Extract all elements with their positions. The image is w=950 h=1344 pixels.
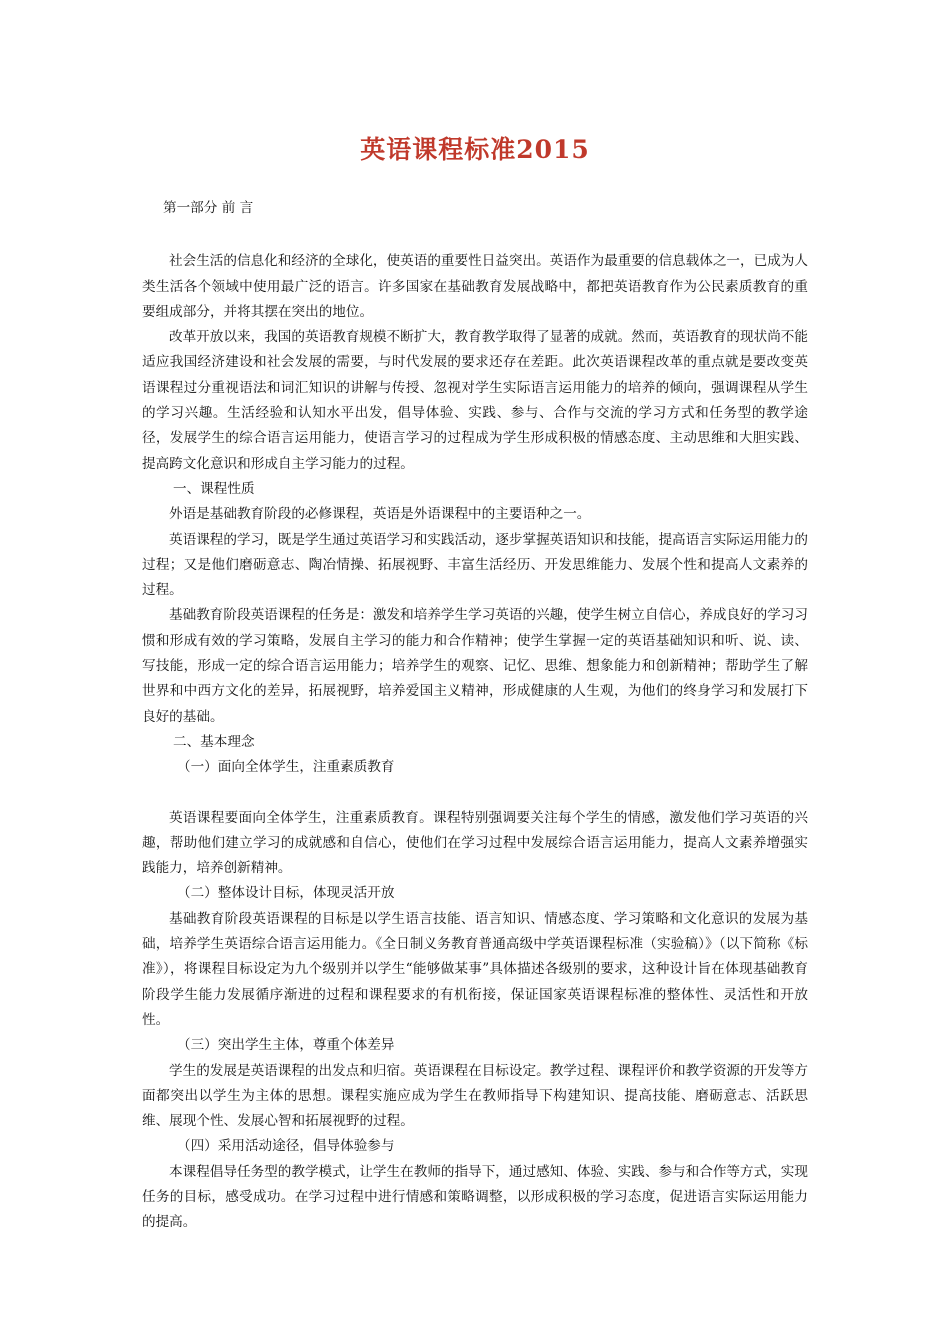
section-heading-course-nature: 一、课程性质 xyxy=(173,480,255,497)
document-title: 英语课程标准2015 xyxy=(360,135,590,164)
subsection-heading-1: （一）面向全体学生，注重素质教育 xyxy=(177,759,395,776)
subsection-heading-2: （二）整体设计目标，体现灵活开放 xyxy=(177,885,395,902)
paragraph-concept-2: 基础教育阶段英语课程的目标是以学生语言技能、语言知识、情感态度、学习策略和文化意识的发展为基础，培养学生英语综合语言运用能力。《全日制义务教育普通高级中学英语课程标准（实验稿）》（以下简称《标准》），将课程目标设定为九个级别并以学生“能够做某事”具体描述各级别的要求，这种设计旨在体现基础教育阶段学生能力发展循序渐进的过程和课程要求的有机衔接，保证国家英语课程标准的整体性、灵活性和开放性。 xyxy=(142,910,808,1028)
subsection-heading-3: （三）突出学生主体，尊重个体差异 xyxy=(177,1037,395,1054)
part-heading: 第一部分 前 言 xyxy=(163,200,254,216)
paragraph-course-nature-1: 外语是基础教育阶段的必修课程，英语是外语课程中的主要语种之一。 xyxy=(169,506,591,523)
paragraph-concept-1: 英语课程要面向全体学生，注重素质教育。课程特别强调要关注每个学生的情感，激发他们学习英语的兴趣，帮助他们建立学习的成就感和自信心，使他们在学习过程中发展综合语言运用能力，提高人文素养增强实践能力，培养创新精神。 xyxy=(142,809,808,877)
paragraph-course-nature-2: 英语课程的学习，既是学生通过英语学习和实践活动，逐步掌握英语知识和技能，提高语言实际运用能力的过程；又是他们磨砺意志、陶冶情操、拓展视野、丰富生活经历、开发思维能力、发展个性和提高人文素养的过程。 xyxy=(142,531,808,599)
paragraph-concept-3: 学生的发展是英语课程的出发点和归宿。英语课程在目标设定。教学过程、课程评价和教学资源的开发等方面都突出以学生为主体的思想。课程实施应成为学生在教师指导下构建知识、提高技能、磨砺意志、活跃思维、展现个性、发展心智和拓展视野的过程。 xyxy=(142,1062,808,1130)
section-heading-basic-concepts: 二、基本理念 xyxy=(173,733,255,750)
paragraph-concept-4: 本课程倡导任务型的教学模式，让学生在教师的指导下，通过感知、体验、实践、参与和合作等方式，实现任务的目标，感受成功。在学习过程中进行情感和策略调整，以形成积极的学习态度，促进语言实际运用能力的提高。 xyxy=(142,1163,808,1231)
document-body xyxy=(142,196,808,1236)
paragraph-intro-1: 社会生活的信息化和经济的全球化，使英语的重要性日益突出。英语作为最重要的信息载体之一，已成为人类生活各个领域中使用最广泛的语言。许多国家在基础教育发展战略中，都把英语教育作为公民素质教育的重要组成部分，并将其摆在突出的地位。 xyxy=(142,253,808,320)
paragraph-intro-2: 改革开放以来，我国的英语教育规模不断扩大，教育教学取得了显著的成就。然而，英语教育的现状尚不能适应我国经济建设和社会发展的需要，与时代发展的要求还存在差距。此次英语课程改革的重点就是要改变英语课程过分重视语法和词汇知识的讲解与传授、忽视对学生实际语言运用能力的培养的倾向，强调课程从学生的学习兴趣。生活经验和认知水平出发，倡导体验、实践、参与、合作与交流的学习方式和任务型的教学途径，发展学生的综合语言运用能力，使语言学习的过程成为学生形成积极的情感态度、主动思维和大胆实践、提高跨文化意识和形成自主学习能力的过程。 xyxy=(142,329,808,472)
subsection-heading-4: （四）采用活动途径，倡导体验参与 xyxy=(177,1138,395,1155)
paragraph-course-nature-3: 基础教育阶段英语课程的任务是：激发和培养学生学习英语的兴趣，使学生树立自信心，养成良好的学习习惯和形成有效的学习策略，发展自主学习的能力和合作精神；使学生掌握一定的英语基础知识和听、说、读、写技能，形成一定的综合语言运用能力；培养学生的观察、记忆、思维、想象能力和创新精神；帮助学生了解世界和中西方文化的差异，拓展视野，培养爱国主义精神，形成健康的人生观，为他们的终身学习和发展打下良好的基础。 xyxy=(142,607,808,725)
